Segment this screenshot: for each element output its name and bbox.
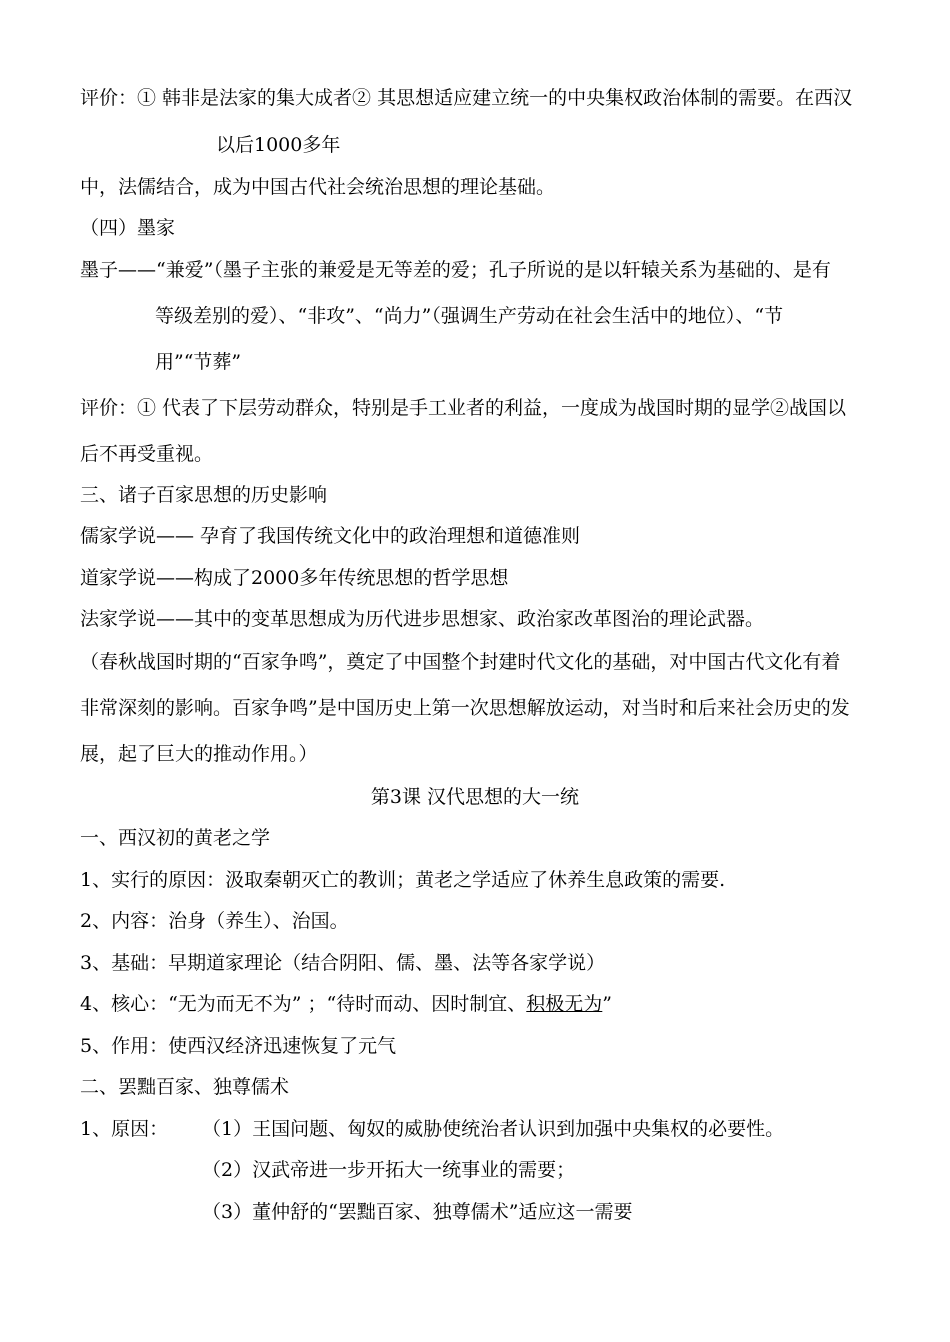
reason-1: （1）王国问题、匈奴的威胁使统治者认识到加强中央集权的必要性。	[202, 1118, 785, 1140]
daojia-line: 道家学说——构成了2000多年传统思想的哲学思想	[80, 567, 509, 589]
fajia-line: 法家学说——其中的变革思想成为历代进步思想家、政治家改革图治的理论武器。	[80, 608, 765, 630]
influence-heading: 三、诸子百家思想的历史影响	[80, 484, 328, 506]
underlined-text: 积极无为	[526, 993, 603, 1015]
mojia-evaluation-line-1: 评价：① 代表了下层劳动群众，特别是手工业者的利益，一度成为战国时期的显学②战国以	[80, 397, 847, 419]
mozi-line-2: 等级差别的爱）、“非攻”、“尚力”（强调生产劳动在社会生活中的地位）、“节	[155, 305, 784, 327]
item-4-text: 4、核心：“无为而无不为” ；“待时而动、因时制宜、	[80, 993, 527, 1015]
baijia-note-line-3: 展，起了巨大的推动作用。）	[80, 743, 318, 765]
reason-2: （2）汉武帝进一步开拓大一统事业的需要；	[202, 1159, 576, 1181]
mozi-line-3: 用”“节葬”	[155, 351, 242, 373]
fajia-evaluation-line-2: 以后1000多年	[216, 134, 341, 156]
rujia-line: 儒家学说—— 孕育了我国传统文化中的政治理想和道德准则	[80, 525, 581, 547]
reason-label: 1、原因：	[80, 1118, 169, 1140]
item-4-closing-quote: ”	[602, 993, 613, 1015]
mojia-evaluation-line-2: 后不再受重视。	[80, 443, 214, 465]
fajia-evaluation-line-3: 中，法儒结合，成为中国古代社会统治思想的理论基础。	[80, 176, 556, 198]
baijia-note-line-2: 非常深刻的影响。百家争鸣”是中国历史上第一次思想解放运动，对当时和后来社会历史的发	[80, 697, 850, 719]
mozi-line-1: 墨子——“兼爱”（墨子主张的兼爱是无等差的爱；孔子所说的是以轩辕关系为基础的、是有	[80, 259, 831, 281]
huanglao-item-5: 5、作用：使西汉经济迅速恢复了元气	[80, 1035, 397, 1057]
huanglao-item-3: 3、基础：早期道家理论（结合阴阳、儒、墨、法等各家学说）	[80, 952, 606, 974]
baijia-note-line-1: （春秋战国时期的“百家争鸣”，奠定了中国整个封建时代文化的基础，对中国古代文化有着	[80, 651, 841, 673]
huanglao-item-4	[80, 990, 612, 1018]
mojia-heading: （四）墨家	[80, 217, 176, 239]
huanglao-item-2: 2、内容：治身（养生）、治国。	[80, 910, 349, 932]
huanglao-item-1: 1、实行的原因：汲取秦朝灭亡的教训；黄老之学适应了休养生息政策的需要.	[80, 869, 726, 891]
huanglao-heading: 一、西汉初的黄老之学	[80, 827, 271, 849]
reason-3: （3）董仲舒的“罢黜百家、独尊儒术”适应这一需要	[202, 1201, 633, 1223]
fajia-evaluation-line-1: 评价：① 韩非是法家的集大成者② 其思想适应建立统一的中央集权政治体制的需要。在西汉	[80, 87, 853, 109]
lesson-title: 第3课 汉代思想的大一统	[370, 786, 580, 808]
rushu-heading: 二、罢黜百家、独尊儒术	[80, 1076, 290, 1098]
